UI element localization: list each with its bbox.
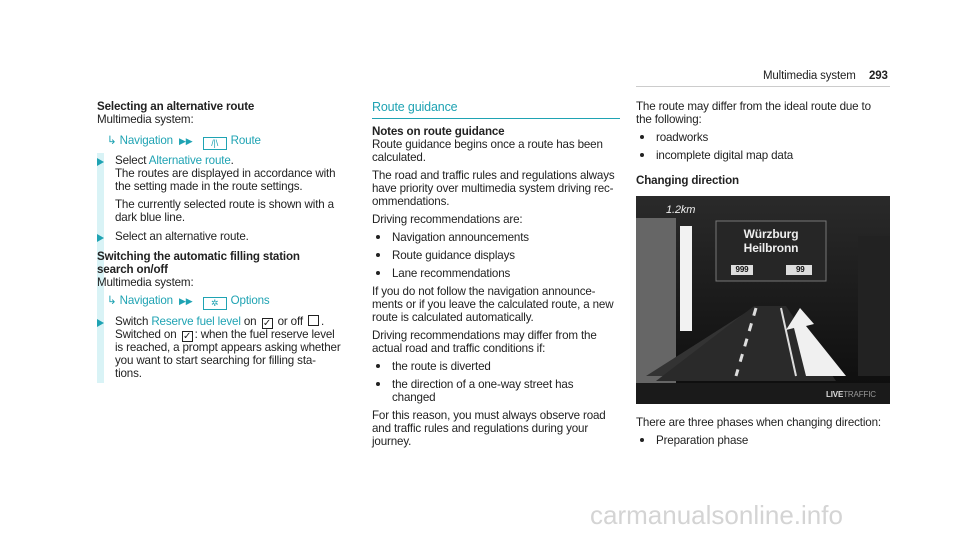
bullet-icon xyxy=(376,253,380,257)
section-title: Switching the automatic filling station xyxy=(97,250,300,263)
bullet-icon xyxy=(640,153,644,157)
text: . xyxy=(320,315,325,328)
paragraph-line: have priority over multimedia system driving rec- xyxy=(372,182,614,195)
step-text: tions. xyxy=(115,367,142,380)
checkbox-checked-icon: ✓ xyxy=(182,331,192,342)
section-heading: Route guidance xyxy=(372,100,458,114)
step-text: Select an alternative route. xyxy=(115,230,249,243)
menu-path-label: Multimedia system: xyxy=(97,113,194,126)
step-text: you want to start searching for filling sta- xyxy=(115,354,316,367)
header-section: Multimedia system xyxy=(763,70,856,82)
text: roadworks xyxy=(656,131,709,144)
heading-rule xyxy=(372,118,620,119)
path-arrow-icon: ↳ xyxy=(107,134,117,147)
step-text: The currently selected route is shown with a xyxy=(115,198,334,211)
text: Select xyxy=(115,154,149,167)
section-title: Selecting an alternative route xyxy=(97,100,255,113)
reserve-fuel-level-link[interactable]: Reserve fuel level xyxy=(151,315,241,328)
side-toolbar xyxy=(858,236,890,376)
bullet-icon xyxy=(376,364,380,368)
step-text: dark blue line. xyxy=(115,211,185,224)
navigation-screen-image xyxy=(636,196,890,404)
step-arrow-icon xyxy=(97,319,104,327)
sign-destination-1: Würzburg xyxy=(743,227,799,241)
text: : when the fuel reserve level xyxy=(194,328,335,341)
gear-icon: ✲ xyxy=(203,297,227,310)
route-link[interactable]: Route xyxy=(230,134,261,147)
paragraph-line: calculated. xyxy=(372,151,426,164)
paragraph-line: Route guidance begins once a route has been xyxy=(372,138,603,151)
live-traffic-label xyxy=(826,388,876,401)
paragraph-line: If you do not follow the navigation announce- xyxy=(372,285,596,298)
bullet-icon xyxy=(640,135,644,139)
distance-bar xyxy=(680,226,692,331)
text: Switch xyxy=(115,315,152,328)
nav-link[interactable]: Navigation xyxy=(119,134,173,147)
page-number: 293 xyxy=(869,70,888,82)
paragraph-line: Driving recommendations are: xyxy=(372,213,523,226)
text: incomplete digital map data xyxy=(656,149,794,162)
text: on xyxy=(240,315,260,328)
sign-destination-2: Heilbronn xyxy=(743,241,799,255)
options-link[interactable]: Options xyxy=(230,294,270,307)
text: the route is diverted xyxy=(392,360,491,373)
double-chevron-icon: ▶▶ xyxy=(179,296,193,306)
list-item xyxy=(372,360,491,373)
paragraph-line: actual road and traffic conditions if: xyxy=(372,342,546,355)
bullet-icon xyxy=(640,438,644,442)
text: Switched on xyxy=(115,328,180,341)
menu-path-label: Multimedia system: xyxy=(97,276,194,289)
list-item-continued: changed xyxy=(392,391,436,404)
list-item xyxy=(372,231,529,244)
step-text: is reached, a prompt appears asking whether xyxy=(115,341,341,354)
paragraph-line: ommendations. xyxy=(372,195,450,208)
paragraph-line: Driving recommendations may differ from the xyxy=(372,329,597,342)
list-item xyxy=(636,434,748,447)
step-text xyxy=(115,154,234,167)
double-chevron-icon: ▶▶ xyxy=(179,136,193,146)
list-item xyxy=(372,378,573,391)
text: or off xyxy=(274,315,306,328)
menu-path xyxy=(107,294,270,310)
list-item xyxy=(372,267,510,280)
header-rule xyxy=(636,86,890,87)
distance-readout: 1.2km xyxy=(666,204,696,216)
text: the direction of a one-way street has xyxy=(392,378,574,391)
text: Navigation announcements xyxy=(392,231,529,244)
alternative-route-link[interactable]: Alternative route xyxy=(148,154,231,167)
menu-path xyxy=(107,134,261,150)
step-text: The routes are displayed in accordance with xyxy=(115,167,336,180)
paragraph-line: route is calculated automatically. xyxy=(372,311,534,324)
paragraph-line: The road and traffic rules and regulations always xyxy=(372,169,615,182)
text: Preparation phase xyxy=(656,434,749,447)
text: TRAFFIC xyxy=(843,390,876,399)
subheading: Changing direction xyxy=(636,174,739,187)
paragraph-line: journey. xyxy=(372,435,412,448)
step-text: the setting made in the route settings. xyxy=(115,180,303,193)
subheading: Notes on route guidance xyxy=(372,125,505,138)
step-text xyxy=(115,315,324,329)
path-arrow-icon: ↳ xyxy=(107,294,117,307)
road-number-2: 99 xyxy=(796,265,805,274)
paragraph-line: For this reason, you must always observe road xyxy=(372,409,606,422)
list-item xyxy=(372,249,515,262)
paragraph-line: ments or if you leave the calculated route, a new xyxy=(372,298,614,311)
nav-link[interactable]: Navigation xyxy=(119,294,173,307)
route-icon: /|\ xyxy=(203,137,227,150)
step-arrow-icon xyxy=(97,158,104,166)
list-item xyxy=(636,131,708,144)
step-arrow-icon xyxy=(97,234,104,242)
bullet-icon xyxy=(376,235,380,239)
text: Route guidance displays xyxy=(392,249,515,262)
list-item xyxy=(636,149,793,162)
road-number-1: 999 xyxy=(735,265,749,274)
paragraph-line: The route may differ from the ideal route due to xyxy=(636,100,871,113)
text: . xyxy=(230,154,234,167)
paragraph-line: and traffic rules and regulations during your xyxy=(372,422,589,435)
checkbox-empty-icon xyxy=(308,315,319,326)
paragraph-line: the following: xyxy=(636,113,702,126)
text: Lane recommendations xyxy=(392,267,511,280)
bullet-icon xyxy=(376,271,380,275)
step-text xyxy=(115,328,335,342)
checkbox-checked-icon: ✓ xyxy=(262,318,272,329)
paragraph-line: There are three phases when changing direction: xyxy=(636,416,881,429)
section-title: search on/off xyxy=(97,263,168,276)
watermark: carmanualsonline.info xyxy=(590,500,843,530)
bullet-icon xyxy=(376,382,380,386)
text: LIVE xyxy=(826,390,844,399)
